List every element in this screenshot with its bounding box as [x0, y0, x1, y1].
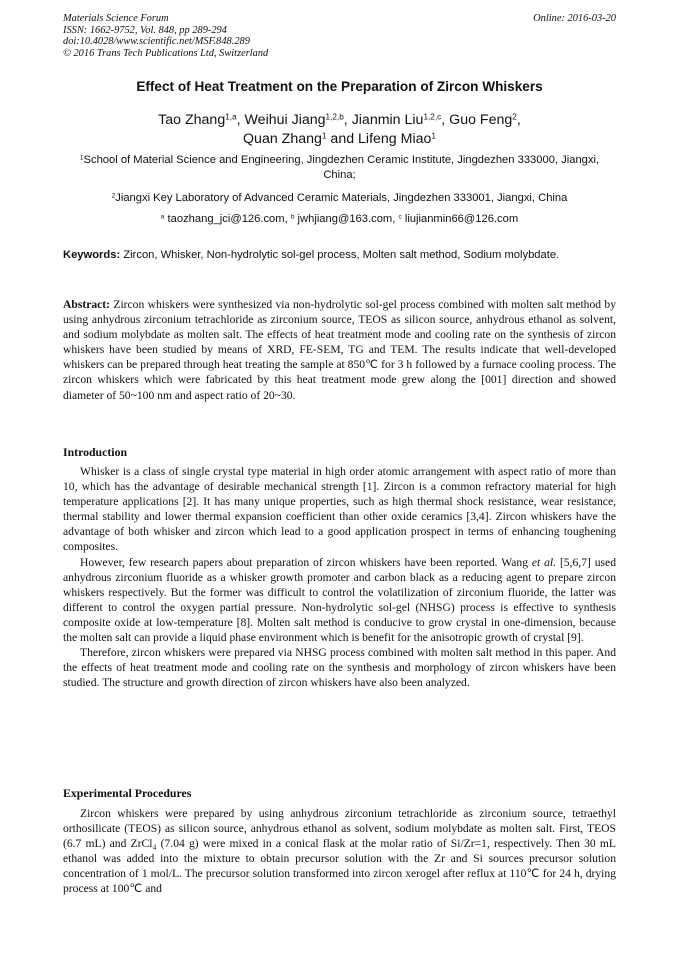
email-mark: a [160, 213, 165, 221]
affiliation-text: Jiangxi Key Laboratory of Advanced Ceramic Materials, Jingdezhen 333001, Jiangxi, China [115, 192, 568, 204]
author-name: Weihui Jiang [244, 112, 326, 128]
abstract-label: Abstract: [63, 298, 111, 311]
affiliation-2 [63, 191, 616, 206]
keywords-text: Zircon, Whisker, Non-hydrolytic sol-gel process, Molten salt method, Sodium molybdate. [123, 249, 560, 261]
email-address: jwhjiang@163.com, [297, 213, 396, 225]
paragraph [63, 555, 616, 646]
author-name: Guo Feng [449, 112, 513, 128]
paragraph-text: However, few research papers about preparation of zircon whiskers have been reported. Wang [80, 555, 532, 569]
introduction-body [63, 464, 616, 690]
doi-line: doi:10.4028/www.scientific.net/MSF.848.289 [63, 36, 250, 48]
author-affiliation-mark: 1 [431, 131, 436, 141]
paragraph: Therefore, zircon whiskers were prepared via NHSG process combined with molten salt method in this paper. And the effects of heat treatment mode and cooling rate on the synthesis and morphology of zircon whiskers have been studied. The structure and growth direction of zircon whiskers have also been analyzed. [63, 646, 616, 690]
experimental-body [63, 806, 616, 897]
keywords-section [63, 248, 616, 263]
affiliation-mark: 1 [79, 154, 84, 162]
keywords-label: Keywords: [63, 249, 121, 261]
author-name: Jianmin Liu [351, 112, 424, 128]
email-mark: b [290, 213, 295, 221]
affiliation-text: School of Material Science and Engineering, Jingdezhen Ceramic Institute, Jingdezhen 333000, Jiangxi, China; [83, 154, 600, 181]
online-date: Online: 2016-03-20 [533, 13, 616, 24]
paragraph-text: [5,6,7] used anhydrous zirconium fluoride as a whisker growth promoter and carbon black as a reducing agent to prepare zircon whiskers respectively. But the former was difficult to control the volatilization of zirconium fluoride, the latter was different to control the oxygen partial pressure. Non-hydrolytic sol-gel (NHSG) process is effective to synthesis composite oxide at low-temperature [8]. Molten salt method is conducive to grow crystal in one-dimension, because the molten salt can provide a liquid phase environment which is benefit for the anisotropic growth of crystal [9]. [63, 555, 616, 645]
author-name: Quan Zhang [243, 131, 322, 147]
paper-title: Effect of Heat Treatment on the Preparation of Zircon Whiskers [136, 79, 543, 94]
email-mark: c [398, 213, 402, 221]
paragraph: Whisker is a class of single crystal type material in high order atomic arrangement with aspect ratio of more than 10, which has the advantage of desirable mechanical strength [1]. Zircon is a common refractory material for high temperature applications [2]. It has many unique properties, such as high thermal shock resistance, wear resistance, thermal stability and lower thermal expansion coefficient than other oxide ceramics [3,4]. Zircon whiskers have the advantage of both whisker and zircon which lead to a good application prospect in terms of enhancing toughening composites. [63, 465, 616, 554]
experimental-heading: Experimental Procedures [63, 786, 192, 800]
journal-name: Materials Science Forum [63, 13, 169, 24]
abstract-text: Zircon whiskers were synthesized via non-hydrolytic sol-gel process combined with molten salt method by using anhydrous zirconium tetrachloride as zirconium source, TEOS as silicon source, anhydrous ethanol as solvent, and sodium molybdate as molten salt. The effects of heat treatment mode and cooling rate on the synthesis of zircon whiskers have been studied by means of XRD, FE-SEM, TG and TEM. The results indicate that well-developed whiskers can be prepared through heat treating the sample at 850℃ for 3 h followed by a furnace cooling process. The zircon whiskers which were fabricated by this heat treatment mode grew along the [001] direction and showed diameter of 50~100 nm and aspect ratio of 20~30. [63, 298, 617, 402]
italic-text: et al. [531, 555, 557, 569]
paragraph: Zircon whiskers were prepared by using anhydrous zirconium tetrachloride as zirconium source, tetraethyl orthosilicate (TEOS) as silicon source, anhydrous ethanol as solvent, sodium molybdate as molten salt. First, TEOS (6.7 mL) and ZrCl₄ (7.04 g) were mixed in a conical flask at the molar ratio of Si/Zr=1, respectively. Then 30 mL ethanol was added into the mixture to obtain precursor solution with the Zr and Si sources precursor solution concentration of 1 mol/L. The precursor solution transformed into zircon xerogel after reflux at 110℃ for 24 h, drying process at 100℃ and [63, 807, 616, 896]
introduction-heading: Introduction [63, 445, 128, 459]
journal-header [63, 13, 616, 59]
author-affiliation-mark: 1,a [225, 112, 237, 122]
author-affiliation-mark: 1,2,b [325, 112, 344, 122]
affiliation-1 [63, 153, 616, 183]
author-list: Tao Zhang$^{1,a}$, Weihui Jiang$^{1,2,b}$, Jianmin Liu$^{1,2,c}$, Guo Feng$^2$, Quan Zhang$^1$ and Lifeng Miao$^1$ [158, 112, 521, 147]
author-name: Lifeng Miao [358, 131, 432, 147]
issn-line: ISSN: 1662-9752, Vol. 848, pp 289-294 [63, 24, 227, 36]
affiliation-mark: 2 [111, 192, 116, 200]
email-address: taozhang_jci@126.com, [167, 213, 288, 225]
author-affiliation-mark: 2 [512, 112, 517, 122]
author-name: Tao Zhang [158, 112, 226, 128]
email-list [63, 213, 616, 225]
author-affiliation-mark: 1,2,c [423, 112, 442, 122]
email-address: liujianmin66@126.com [404, 213, 519, 225]
author-affiliation-mark: 1 [321, 131, 327, 141]
abstract-section [63, 297, 616, 403]
copyright-line: © 2016 Trans Tech Publications Ltd, Switzerland [63, 47, 269, 59]
